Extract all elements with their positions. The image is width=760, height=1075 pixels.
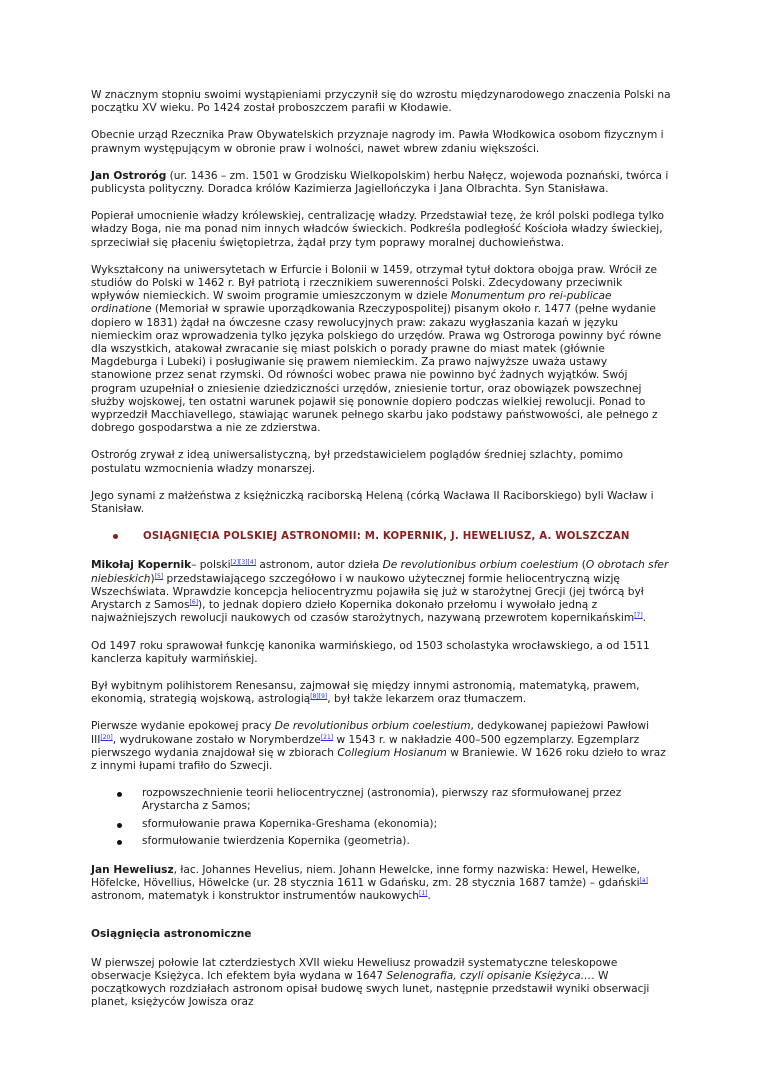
kopernik-text: Pierwsze wydanie epokowej pracy: [91, 720, 275, 733]
kopernik-text: , był także lekarzem oraz tłumaczem.: [327, 693, 527, 706]
footnote-link[interactable]: [7]: [634, 612, 643, 620]
bullet-icon: [113, 534, 118, 539]
paragraph-wlodkowic-1: W znacznym stopniu swoimi wystąpieniami przyczynił się do wzrostu międzynarodowego znaczenia Polski na początku XV wieku. Po 1424 został proboszczem parafii w Kłodawie.: [91, 89, 671, 115]
kopernik-text: , dedykowanej papieżowi Pawłowi III: [91, 720, 650, 746]
kopernik-text: przedstawiającego szczegółowo i w naukowo użytecznej formie heliocentryczną wizję Wszechświata. Wprawdzie koncepcja heliocentryzmu pojawiła się już w starożytnej Grecji (jej twórcą był Arystarch z Samos: [91, 572, 644, 612]
paragraph-ostrorog-intro: [91, 170, 671, 196]
paragraph-kopernik-intro: [91, 559, 671, 625]
ostrorog-name: Jan Ostroróg: [91, 169, 167, 182]
footnote-ref[interactable]: [640, 877, 648, 884]
heweliusz-text: , łac. Johannes Hevelius, niem. Johann Hewelcke, inne formy nazwiska: Hewel, Hewelke, Höfelcke, Hövellius, Höwelcke (ur. 28 stycznia 1611 w Gdańsku, zm. 28 stycznia 1687 tamże) – gdański: [91, 863, 640, 890]
footnote-link[interactable]: [5]: [154, 572, 164, 580]
footnote-link[interactable]: [1]: [419, 890, 428, 898]
book-title: De revolutionibus orbium coelestium: [274, 720, 471, 733]
kopernik-text: astronom, autor dzieła: [256, 559, 383, 572]
footnote-link[interactable]: [8][9]: [310, 693, 328, 701]
section-heading-astronomy: [113, 530, 671, 543]
monumentum-title: Monumentum pro rei-publicae ordinatione: [91, 290, 612, 316]
footnote-ref[interactable]: [231, 559, 257, 566]
paragraph-kopernik-4: [91, 720, 671, 773]
heweliusz-name: Jan Heweliusz: [91, 863, 174, 876]
kopernik-text: , wydrukowane zostało w Norymberdze: [112, 733, 321, 746]
kopernik-text: ): [150, 572, 155, 585]
footnote-link[interactable]: [20]: [100, 733, 113, 741]
paragraph-ostrorog-5: Jego synami z małżeństwa z księżniczką raciborską Heleną (córką Wacława II Raciborskiego) byli Wacław i Stanisław.: [91, 489, 654, 516]
heweliusz-text: W pierwszej połowie lat czterdziestych XVII wieku Heweliusz prowadził systematyczne teleskopowe obserwacje Księżyca. Ich efektem była wydana w 1647: [91, 956, 618, 982]
subheading-astronomical-achievements: Osiągnięcia astronomiczne: [91, 927, 252, 940]
kopernik-text: (: [578, 559, 586, 572]
kopernik-text: .: [642, 612, 647, 625]
footnote-link[interactable]: [21]: [320, 733, 334, 741]
footnote-ref[interactable]: [190, 599, 199, 606]
footnote-ref[interactable]: [419, 890, 428, 897]
book-title-translation: O obrotach sfer niebieskich: [91, 559, 669, 585]
heweliusz-text: . W początkowych rozdziałach astronom opisał budowę swych lunet, następnie przedstawił wyniki obserwacji planet, księżyców Jowisza oraz: [91, 969, 650, 1009]
paragraph-ostrorog-2: Popierał umocnienie władzy królewskiej, centralizację władzy. Przedstawiał tezę, że król polski podlega tylko władzy Boga, nie ma ponad nim innych władców świeckich. Podkreśla podległość Kościoła władzy świeckiej, sprzeciwiał się płaceniu świętopietrza, żądał przy tym poprawy moralnej duchowieństwa.: [91, 210, 664, 249]
footnote-ref[interactable]: [155, 573, 164, 580]
kopernik-achievements-list: [91, 787, 671, 848]
footnote-link[interactable]: [2][3][4]: [230, 559, 257, 567]
footnote-ref[interactable]: [634, 612, 643, 619]
footnote-link[interactable]: [6]: [189, 599, 199, 607]
paragraph-heweliusz-intro: [91, 864, 671, 904]
paragraph-ostrorog-3: [91, 264, 671, 436]
ostrorog-intro-text: (ur. 1436 – zm. 1501 w Grodzisku Wielkopolskim) herbu Nałęcz, wojewoda poznański, twórca i publicysta polityczny. Doradca królów Kazimierza Jagiellończyka i Jana Olbrachta. Syn Stanisława.: [91, 169, 669, 196]
list-item: sformułowanie twierdzenia Kopernika (geometria).: [117, 835, 671, 848]
heweliusz-text: .: [427, 890, 431, 903]
footnote-ref[interactable]: [310, 693, 327, 700]
collegium-title: Collegium Hosianum: [337, 746, 447, 759]
book-title: De revolutionibus orbium coelestium: [382, 559, 579, 572]
paragraph-kopernik-2: Od 1497 roku sprawował funkcję kanonika warmińskiego, od 1503 scholastyka wrocławskiego, a od 1511 kanclerza kapituły warmińskiej.: [91, 639, 650, 665]
footnote-ref[interactable]: [321, 734, 333, 741]
paragraph-ostrorog-4: Ostroróg zrywał z ideą uniwersalistyczną, był przedstawicielem poglądów średniej szlachty, pomimo postulatu wzmocnienia władzy monarszej.: [91, 449, 623, 475]
selenografia-title: Selenografia, czyli opisanie Księżyca…: [386, 969, 592, 982]
kopernik-text: ), to jednak dopiero dzieło Kopernika dokonało przełomu i wywołało jedną z najważniejszych rewolucji naukowych od czasów starożytnych, nazywaną przewrotem kopernikańskim: [91, 599, 635, 625]
ostrorog-p3-start: Wykształcony na uniwersytetach w Erfurcie i Bolonii w 1459, otrzymał tytuł doktora obojga praw. Wrócił ze studiów do Polski w 1462 r. Był patriotą i rzecznikiem suwerenności Polski. Zdecydowany przeciwnik wpływów niemieckich. W swoim programie umieszczonym w dziele: [91, 263, 657, 303]
paragraph-heweliusz-2: [91, 957, 671, 1010]
paragraph-kopernik-3: [91, 680, 671, 706]
kopernik-text: w Braniewie. W 1626 roku dzieło to wraz z innymi łupami trafiło do Szwecji.: [91, 746, 666, 772]
list-item: sformułowanie prawa Kopernika-Greshama (ekonomia);: [117, 818, 671, 831]
footnote-ref[interactable]: [100, 734, 112, 741]
kopernik-text: – polski: [191, 559, 231, 572]
kopernik-text: w 1543 r. w nakładzie 400–500 egzemplarzy. Egzemplarz pierwszego wydania znajdował się w zbiorach: [91, 733, 640, 759]
footnote-link[interactable]: [a]: [639, 877, 648, 885]
document-page: [91, 89, 671, 1024]
paragraph-wlodkowic-2: Obecnie urząd Rzecznika Praw Obywatelskich przyznaje nagrody im. Pawła Włodkowica osobom fizycznym i prawnym występującym w obronie praw i wolności, nawet wbrew zdaniu większości.: [91, 129, 664, 155]
section-heading-text: OSIĄGNIĘCIA POLSKIEJ ASTRONOMII: M. KOPERNIK, J. HEWELIUSZ, A. WOLSZCZAN: [143, 531, 630, 543]
kopernik-text: Był wybitnym polihistorem Renesansu, zajmował się między innymi astronomią, matematyką, prawem, ekonomią, strategią wojskową, astrologią: [91, 679, 640, 706]
ostrorog-p3-end: (Memoriał w sprawie uporządkowania Rzeczypospolitej) pisanym około r. 1477 (pełne wydanie dopiero w 1831) żądał na ówczesne czasy rewolucyjnych praw: zakazu wygłaszania kazań w języku niemieckim oraz wprowadzenia tylko języka polskiego do urzędów. Prawa wg Ostroroga powinny być równe dla wszystkich, atakował zwracanie się miast polskich o porady prawne do miast matek (głównie Magdeburga i Lubeki) i posługiwanie się prawem niemieckim. Za prawo najwyższe uważa ustawy stanowione przez senat rzymski. Od równości wobec prawa nie powinno być żadnych wyjątków. Swój program uzupełniał o zniesienie dziedziczności urzędów, zniesienie tortur, oraz obowiązek powszechnej służby wojskowej, ten ostatni warunek pojawił się ponownie dopiero podczas wielkiej rewolucji. Ponad to wyprzedził Macchiavellego, stawiając warunek pełnego skarbu jako podstawy państwowości, ale pełnego z dobrego gospodarstwa a nie ze zdzierstwa.: [91, 303, 662, 435]
heweliusz-text: astronom, matematyk i konstruktor instrumentów naukowych: [91, 890, 419, 903]
list-item: rozpowszechnienie teorii heliocentrycznej (astronomia), pierwszy raz sformułowanej przez Arystarcha z Samos;: [117, 787, 671, 813]
kopernik-name: Mikołaj Kopernik: [91, 559, 192, 572]
